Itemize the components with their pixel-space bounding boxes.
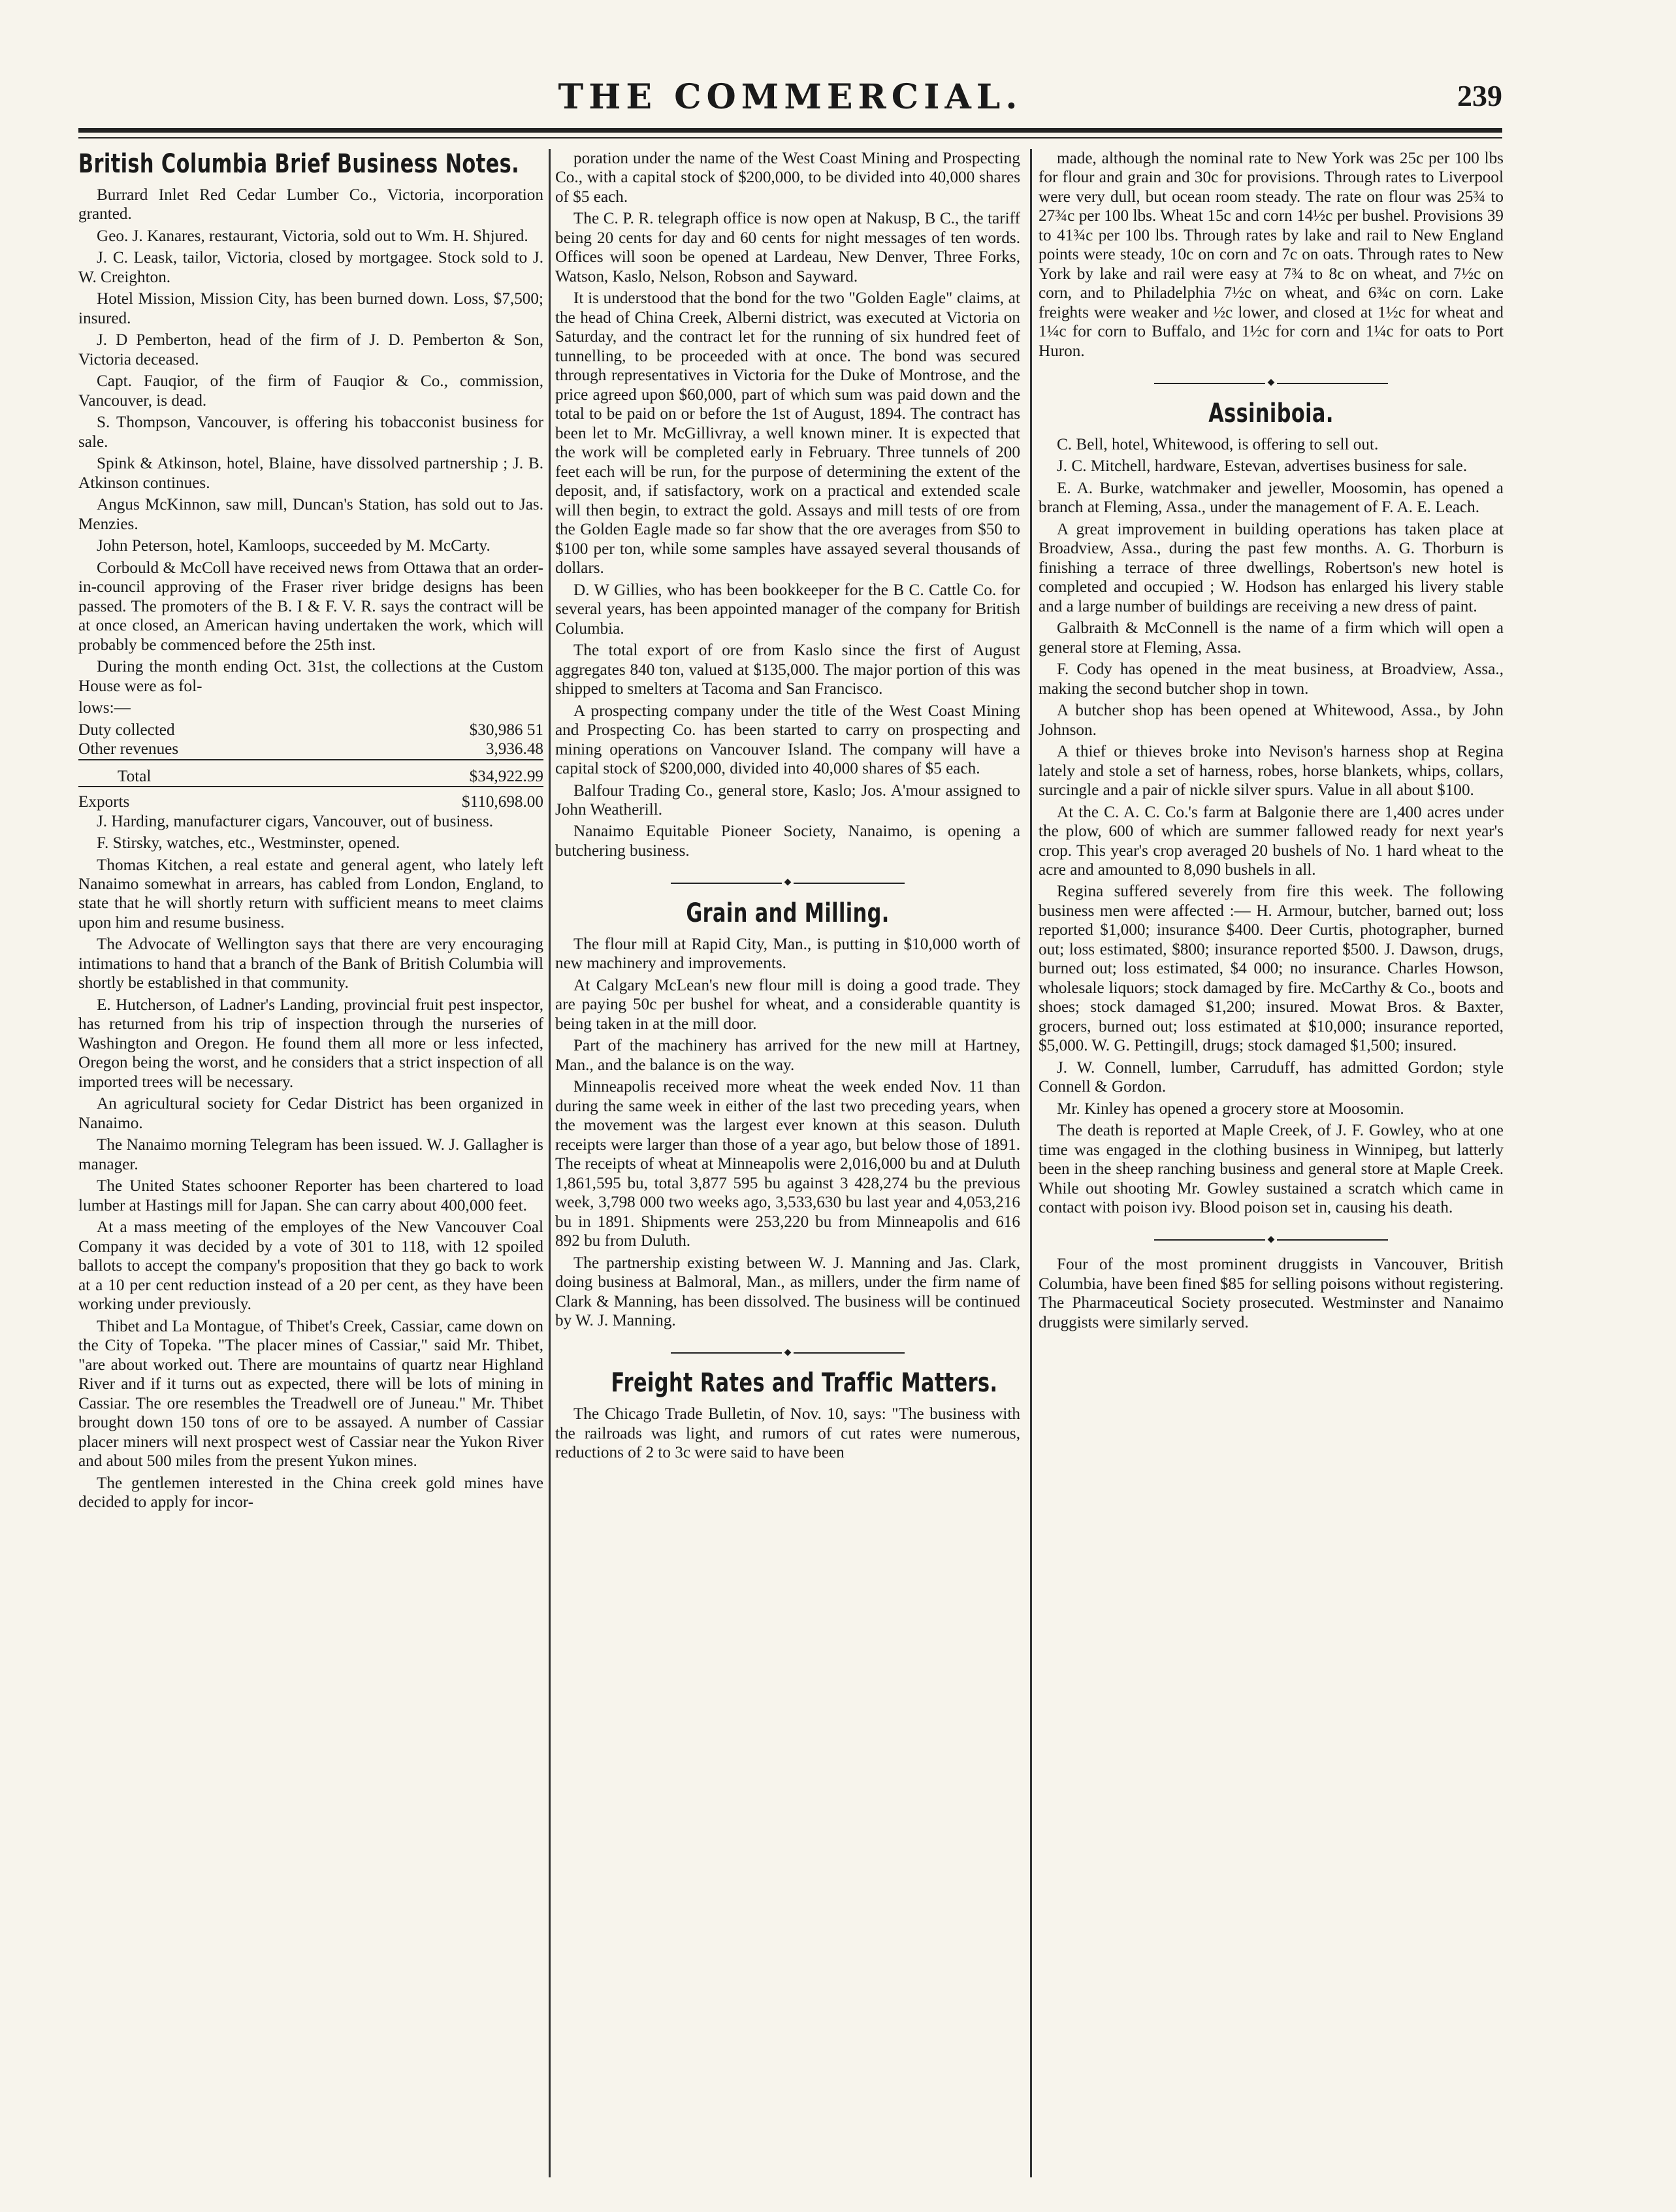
paragraph: It is understood that the bond for the two "Golden Eagle" claims, at the head of China Creek, Alberni district, was executed at Victoria on Saturday, and the contract let for the running of six hundred feet of tunnelling, to be proceeded with at once. The bond was secured through representatives in Victoria for the Duke of Montrose, and the price agreed upon $60,000, part of which sum was paid down and the total to be paid on or before the 1st of August, 1894. The contract has been let to Mr. McGillivray, a well known miner. It is expected that the work will be completed early in February. Three tunnels of 200 feet each will be run, for the purpose of determining the extent of the deposit, and, if satisfactory, work on a practical and extended scale will then begin, to extract the gold. Assays and mill tests of ore from the Golden Eagle made so far show that the ore averages from $50 to $100 per ton, while some samples have assayed several thousands of dollars. bbox=[555, 289, 1020, 577]
paragraph: A great improvement in building operations has taken place at Broadview, Assa., during the past few months. A. G. Thorburn is finishing a terrace of three dwellings, Robertson's new hotel is completed and occupied ; W. Hodson has enlarged his livery stable and a large number of buildings are receiving a new dress of paint. bbox=[1039, 520, 1504, 615]
section-separator: ◆ bbox=[1039, 1229, 1504, 1248]
paragraph: Hotel Mission, Mission City, has been burned down. Loss, $7,500; insured. bbox=[78, 290, 543, 327]
page-number: 239 bbox=[1457, 79, 1502, 112]
section-separator: ◆ bbox=[1039, 372, 1504, 391]
paragraph: F. Cody has opened in the meat business, at Broadview, Assa., making the second butcher shop in town. bbox=[1039, 660, 1504, 698]
section-heading: Freight Rates and Traffic Matters. bbox=[611, 1368, 998, 1399]
paragraph: The total export of ore from Kaslo since the first of August aggregates 840 ton, valued at $135,000. The major portion of this was shipped to smelters at Tacoma and San Francisco. bbox=[555, 642, 1020, 698]
paragraph: The Nanaimo morning Telegram has been issued. W. J. Gallagher is manager. bbox=[78, 1136, 543, 1173]
paragraph-group bbox=[78, 812, 543, 1512]
paragraph: poration under the name of the West Coast Mining and Prospecting Co., with a capital stock of $200,000, to be divided into 40,000 shares of $5 each. bbox=[555, 150, 1020, 206]
paragraph: J. D Pemberton, head of the firm of J. D. Pemberton & Son, Victoria deceased. bbox=[78, 331, 543, 368]
paragraph: An agricultural society for Cedar District has been organized in Nanaimo. bbox=[78, 1095, 543, 1132]
table-row bbox=[78, 721, 543, 740]
paragraph: Mr. Kinley has opened a grocery store at Moosomin. bbox=[1057, 1099, 1404, 1118]
customs-table bbox=[78, 721, 543, 812]
table-row bbox=[78, 767, 543, 787]
paragraph-group bbox=[1039, 435, 1504, 1218]
paragraph-group bbox=[555, 149, 1020, 860]
paragraph: The United States schooner Reporter has been chartered to load lumber at Hastings mill for Japan. She can carry about 400,000 feet. bbox=[78, 1177, 543, 1214]
table-cell: 3,936.48 bbox=[485, 740, 543, 758]
paragraph: Regina suffered severely from fire this week. The following business men were affected :— H. Armour, butcher, barned out; loss reported $1,000; insurance $400. Deer Curtis, photographer, burned out; loss estimated, $800; insurance reported $500. J. Dawson, drugs, burned out; loss estimated, $4 000; no insurance. Charles Howson, wholesale liquors; stock damaged by fire. McCarthy & Co., boots and shoes; stock damaged $1,200; insured. Mowat Bros. & Baxter, grocers, burned out; loss estimated at $10,000; insurance reported, $5,000. W. G. Pettingill, drugs; stock damaged $1,500; insured. bbox=[1039, 883, 1504, 1055]
paragraph: The Chicago Trade Bulletin, of Nov. 10, says: "The business with the railroads was light, and rumors of cut rates were numerous, reductions of 2 to 3c were said to have been bbox=[555, 1405, 1020, 1462]
paragraph: A thief or thieves broke into Nevison's harness shop at Regina lately and stole a set of harness, robes, horse blankets, whips, collars, surcingle and a pair of nickle silver spurs. Value in all about $100. bbox=[1039, 743, 1504, 800]
paragraph: S. Thompson, Vancouver, is offering his tobacconist business for sale. bbox=[78, 414, 543, 451]
paragraph: At a mass meeting of the employes of the New Vancouver Coal Company it was decided by a vote of 301 to 118, with 12 spoiled ballots to accept the company's proposition that they go back to work at a 10 per cent reduction instead of a 20 per cent, as they have been working under previously. bbox=[78, 1218, 543, 1314]
table-cell: $30,986 51 bbox=[469, 721, 543, 739]
paragraph: F. Stirsky, watches, etc., Westminster, opened. bbox=[97, 834, 400, 853]
paragraph: Spink & Atkinson, hotel, Blaine, have dissolved partnership ; J. B. Atkinson continues. bbox=[78, 455, 543, 492]
paragraph: Minneapolis received more wheat the week ended Nov. 11 than during the same week in either of the last two preceding years, when the movement was the largest ever known at this season. Duluth receipts were larger than those of a year ago, but below those of 1891. The receipts of wheat at Minneapolis were 2,016,000 bu and at Duluth 1,861,595 bu, total 3,877 595 bu against 3 428,274 bu the previous week, 3,798 000 two weeks ago, 3,533,630 bu last year and 4,053,216 bu in 1891. Shipments were 253,220 bu from Minneapolis and 616 892 bu from Duluth. bbox=[555, 1078, 1020, 1250]
paragraph: The C. P. R. telegraph office is now open at Nakusp, B C., the tariff being 20 cents for day and 60 cents for night messages of ten words. Offices will soon be opened at Lardeau, New Denver, Three Forks, Watson, Kaslo, Nelson, Robson and Sayward. bbox=[555, 210, 1020, 285]
paragraph: Four of the most prominent druggists in Vancouver, British Columbia, have been fined $85 for selling poisons without registering. The Pharmaceutical Society prosecuted. Westminster and Nanaimo druggists were similarly served. bbox=[1039, 1256, 1504, 1331]
paragraph: Part of the machinery has arrived for the new mill at Hartney, Man., and the balance is on the way. bbox=[555, 1037, 1020, 1074]
paragraph: A prospecting company under the title of the West Coast Mining and Prospecting Co. has been started to carry on prospecting and mining operations on Vancouver Island. The company will have a capital stock of $200,000, divided into 40,000 shares of $5 each. bbox=[555, 702, 1020, 778]
table-cell: $110,698.00 bbox=[461, 793, 543, 811]
paragraph-group bbox=[78, 186, 543, 696]
table-cell: Other revenues bbox=[78, 740, 179, 758]
column-divider bbox=[1030, 149, 1032, 2177]
paragraph: Nanaimo Equitable Pioneer Society, Nanaimo, is opening a butchering business. bbox=[555, 822, 1020, 860]
paragraph: Geo. J. Kanares, restaurant, Victoria, sold out to Wm. H. Shjured. bbox=[97, 227, 528, 245]
paragraph: Thomas Kitchen, a real estate and general agent, who lately left Nanaimo somewhat in arrears, has cabled from London, England, to state that he will shortly return with sufficient means to meet claims upon him and resume business. bbox=[78, 856, 543, 932]
paragraph: A butcher shop has been opened at Whitewood, Assa., by John Johnson. bbox=[1039, 702, 1504, 739]
paragraph: J. Harding, manufacturer cigars, Vancouver, out of business. bbox=[97, 812, 494, 830]
paragraph: made, although the nominal rate to New York was 25c per 100 lbs for flour and grain and 30c for provisions. Through rates to Liverpool were very dull, but ocean room steady. The rate on flour was 25¾ to 27¾c per 100 lbs. Wheat 15c and corn 14½c per bushel. Provisions 39 to 41¾c per 100 lbs. Through rates by lake and rail to New England points were steady, 10c on corn and 7c on oats. Through rates to New York by lake and rail were easy at 7¾ to 8c on wheat, and 7½c on corn, and to Philadelphia 7½c on wheat, and 6¾c on corn. Lake freights were weaker and ½c lower, and closed at 1½c for wheat and 1¼c for corn to Buffalo, and 1½c for corn and 1¼c for oats to Port Huron. bbox=[1039, 150, 1504, 360]
paragraph: Capt. Fauqior, of the firm of Fauqior & Co., commission, Vancouver, is dead. bbox=[78, 372, 543, 410]
column-divider bbox=[549, 149, 551, 2177]
paragraph: At the C. A. C. Co.'s farm at Balgonie there are 1,400 acres under the plow, 600 of which are summer fallowed ready for next year's crop. This year's crop averaged 20 bushels of No. 1 hard wheat to the acre and amounted to 8,090 bushels in all. bbox=[1039, 803, 1504, 879]
paragraph: J. C. Mitchell, hardware, Estevan, advertises business for sale. bbox=[1057, 457, 1468, 476]
paragraph: C. Bell, hotel, Whitewood, is offering to sell out. bbox=[1057, 435, 1379, 453]
header-rule-thick bbox=[78, 128, 1502, 133]
paragraph: Angus McKinnon, saw mill, Duncan's Station, has sold out to Jas. Menzies. bbox=[78, 496, 543, 533]
paragraph: Corbould & McColl have received news from Ottawa that an order-in-council approving of the Fraser river bridge designs has been passed. The promoters of the B. I & F. V. R. says the contract will be at once closed, an American having undertaken the work, which will probably be commenced before the 25th inst. bbox=[78, 559, 543, 654]
table-cell: Total bbox=[118, 767, 152, 785]
paragraph: At Calgary McLean's new flour mill is doing a good trade. They are paying 50c per bushel for wheat, and a considerable quantity is being taken in at the mill door. bbox=[555, 976, 1020, 1033]
paragraph-group bbox=[555, 1405, 1020, 1462]
table-cell: Exports bbox=[78, 793, 130, 811]
column-1 bbox=[78, 149, 543, 2177]
table-cell: $34,922.99 bbox=[469, 767, 543, 785]
section-heading: Assiniboia. bbox=[1208, 398, 1334, 429]
column-2 bbox=[555, 149, 1020, 2177]
section-heading: British Columbia Brief Business Notes. bbox=[78, 149, 520, 179]
paragraph: D. W Gillies, who has been bookkeeper for the B C. Cattle Co. for several years, has been appointed manager of the company for British Columbia. bbox=[555, 581, 1020, 638]
paragraph: The gentlemen interested in the China creek gold mines have decided to apply for incor- bbox=[78, 1474, 543, 1511]
masthead: THE COMMERCIAL. bbox=[558, 77, 1023, 117]
table-row bbox=[78, 740, 543, 759]
paragraph: lows:— bbox=[78, 699, 131, 717]
paragraph: The partnership existing between W. J. Manning and Jas. Clark, doing business at Balmoral, Man., as millers, under the firm name of Clark & Manning, has been dissolved. The business will be continued by W. J. Manning. bbox=[555, 1254, 1020, 1330]
section-separator: ◆ bbox=[555, 872, 1020, 891]
paragraph: E. Hutcherson, of Ladner's Landing, provincial fruit pest inspector, has returned from his trip of inspection through the nurseries of Washington and Oregon. He found them all more or less infected, Oregon being the worst, and he considers that a strict inspection of all imported trees will be necessary. bbox=[78, 996, 543, 1091]
table-row bbox=[78, 792, 543, 811]
paragraph: J. W. Connell, lumber, Carruduff, has admitted Gordon; style Connell & Gordon. bbox=[1039, 1058, 1504, 1096]
paragraph: Galbraith & McConnell is the name of a firm which will open a general store at Fleming, Assa. bbox=[1039, 619, 1504, 657]
paragraph: The Advocate of Wellington says that there are very encouraging intimations to hand that a branch of the Bank of British Columbia will shortly be established in that community. bbox=[78, 935, 543, 992]
page-header bbox=[78, 77, 1502, 119]
section-separator: ◆ bbox=[555, 1342, 1020, 1361]
header-rule-thin bbox=[78, 137, 1502, 138]
paragraph-group bbox=[1039, 149, 1504, 361]
table-cell: Duty collected bbox=[78, 721, 175, 739]
paragraph: The flour mill at Rapid City, Man., is putting in $10,000 worth of new machinery and improvements. bbox=[555, 935, 1020, 973]
paragraph-group bbox=[1039, 1255, 1504, 1332]
column-3 bbox=[1039, 149, 1504, 2177]
paragraph: John Peterson, hotel, Kamloops, succeeded by M. McCarty. bbox=[97, 537, 491, 555]
paragraph: The death is reported at Maple Creek, of J. F. Gowley, who at one time was engaged in the clothing business in Winnipeg, but latterly been in the sheep ranching business and general store at Maple Creek. While out shooting Mr. Gowley sustained a scratch which came in contact with poison ivy. Blood poison set in, causing his death. bbox=[1039, 1122, 1504, 1217]
paragraph: Balfour Trading Co., general store, Kaslo; Jos. A'mour assigned to John Weatherill. bbox=[555, 781, 1020, 819]
paragraph: E. A. Burke, watchmaker and jeweller, Moosomin, has opened a branch at Fleming, Assa., under the management of F. A. E. Leach. bbox=[1039, 479, 1504, 517]
paragraph: Thibet and La Montague, of Thibet's Creek, Cassiar, came down on the City of Topeka. "The placer mines of Cassiar," said Mr. Thibet, "are about worked out. There are mountains of quartz near Highland River and if it turns out as expected, there will be lots of mining in Cassiar. The ore resembles the Treadwell ore of Juneau." Mr. Thibet brought down 150 tons of ore to be assayed. A number of Cassiar placer miners will next prospect west of Cassiar near the Yukon River and about 500 miles from the present Yukon mines. bbox=[78, 1317, 543, 1471]
section-heading: Grain and Milling. bbox=[686, 898, 890, 928]
paragraph-group bbox=[555, 935, 1020, 1331]
paragraph: During the month ending Oct. 31st, the collections at the Custom House were as fol- bbox=[78, 658, 543, 695]
paragraph: Burrard Inlet Red Cedar Lumber Co., Victoria, incorporation granted. bbox=[78, 186, 543, 223]
paragraph: J. C. Leask, tailor, Victoria, closed by mortgagee. Stock sold to J. W. Creighton. bbox=[78, 249, 543, 286]
